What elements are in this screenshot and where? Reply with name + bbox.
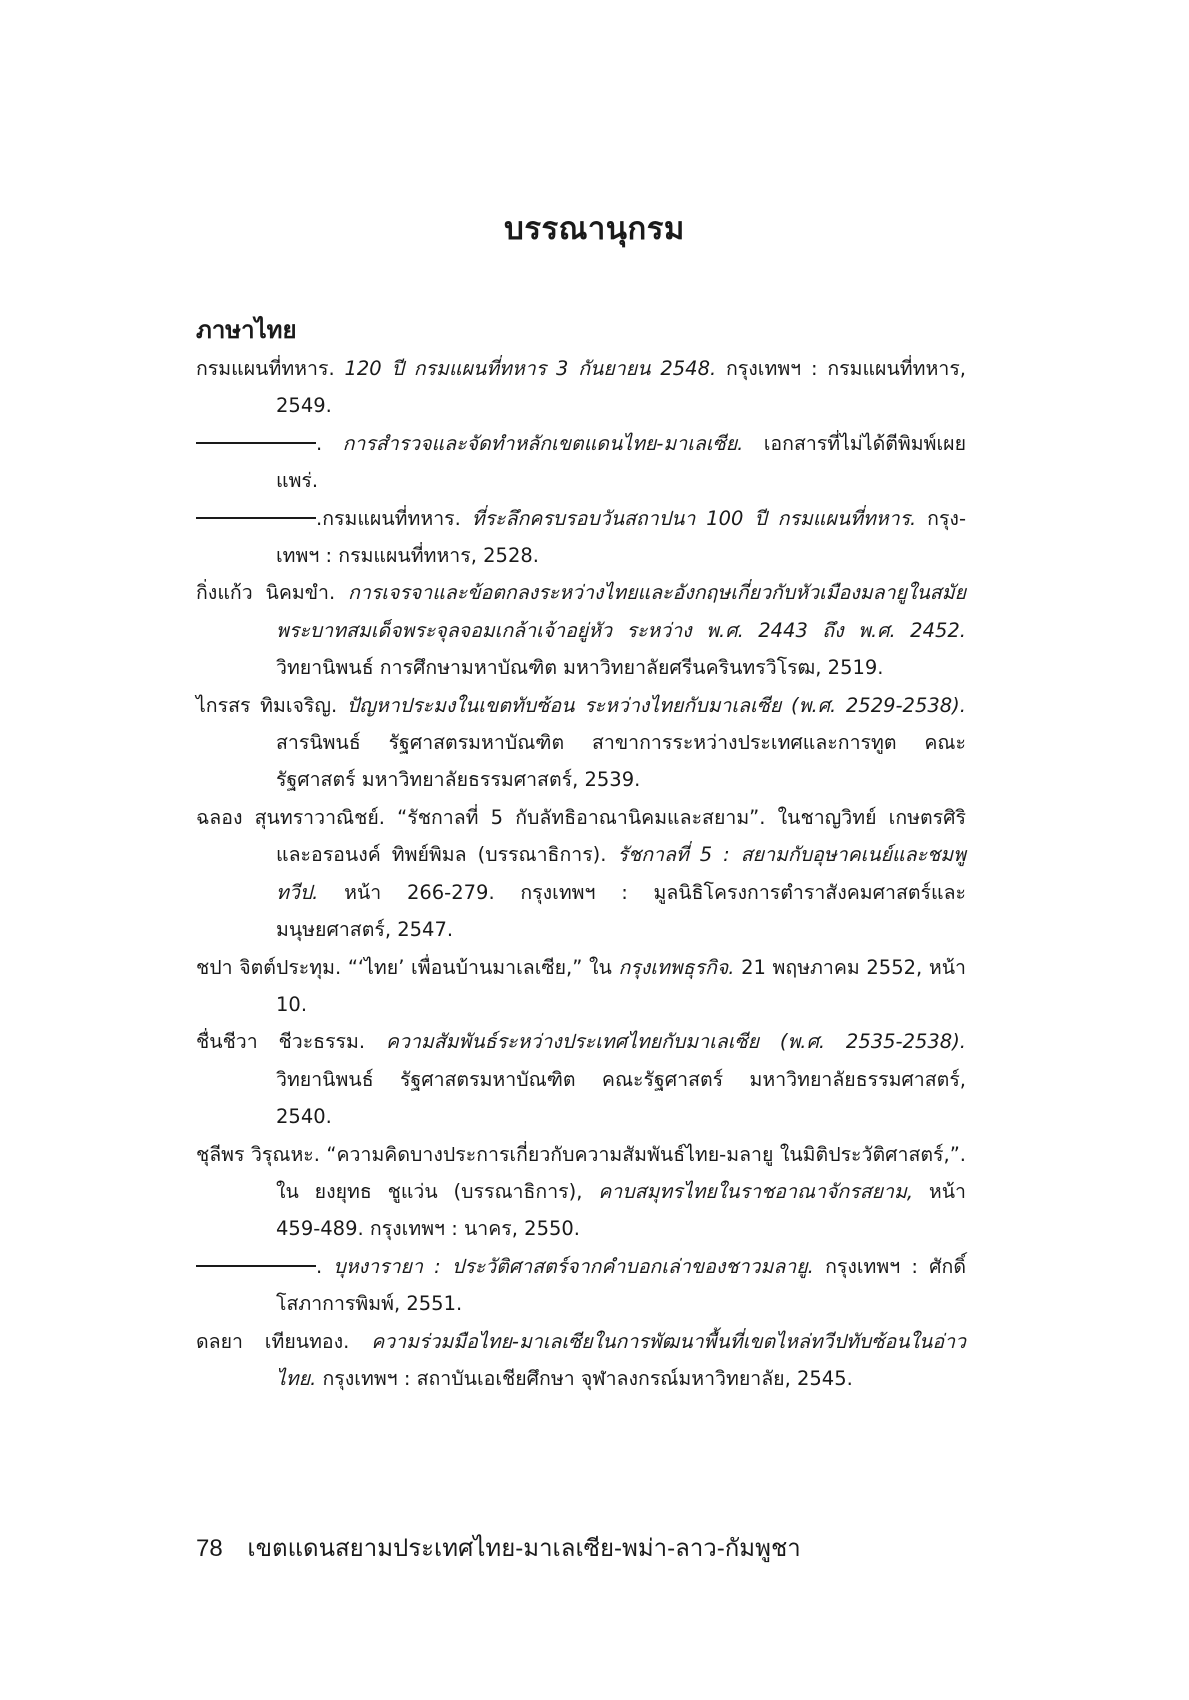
- entry-title-text: 120 ปี กรมแผนที่ทหาร 3 กันยายน 2548.: [344, 357, 717, 380]
- entry-text: กรมแผนที่ทหาร.: [196, 357, 345, 380]
- entry-text: วิทยานิพนธ์ การศึกษามหาบัณฑิต มหาวิทยาลัยศรีนครินทรวิโรฒ, 2519.: [276, 656, 884, 680]
- entry-title-text: บุหงารายา : ประวัติศาสตร์จากคำบอกเล่าของชาวมลายู.: [333, 1254, 814, 1278]
- bibliography-entry: [196, 574, 966, 686]
- entry-text: กรุงเทพฯ : สถาบันเอเชียศึกษา จุฬาลงกรณ์มหาวิทยาลัย, 2545.: [316, 1366, 853, 1390]
- bibliography-list: [196, 350, 966, 1397]
- entry-text: ไกรสร ทิมเจริญ.: [196, 693, 347, 717]
- bibliography: [196, 312, 966, 1397]
- page-title: บรรณานุกรม: [504, 210, 685, 247]
- entry-title-text: การเจรจาและข้อตกลงระหว่างไทยและอังกฤษเกี่ยวกับหัวเมืองมลายูในสมัยพระบาทสมเด็จพระจุลจอมเกล้าเจ้าอยู่หัว ระหว่าง พ.ศ. 2443 ถึง พ.ศ. 2452.: [276, 581, 966, 642]
- entry-text: ชื่นชีวา ชีวะธรรม.: [196, 1030, 386, 1054]
- bibliography-entry: [196, 1023, 966, 1135]
- entry-title-text: รัชกาลที่ 5 : สยามกับอุษาคเนย์และชมพูทวีป.: [276, 843, 966, 904]
- entry-text: 21 พฤษภาคม 2552, หน้า 10.: [276, 955, 966, 1016]
- entry-title-text: ที่ระลึกครบรอบวันสถาปนา 100 ปี กรมแผนที่ทหาร.: [471, 506, 917, 530]
- entry-text: กรุงเทพฯ : ศักดิ์โสภาการพิมพ์, 2551.: [276, 1254, 966, 1316]
- entry-text: ดลยา เทียนทอง.: [196, 1329, 372, 1353]
- entry-title-text: ความสัมพันธ์ระหว่างประเทศไทยกับมาเลเซีย (พ.ศ. 2535-2538).: [385, 1030, 967, 1054]
- entry-title-text: การสำรวจและจัดทำหลักเขตแดนไทย-มาเลเซีย.: [342, 431, 744, 455]
- book-title: เขตแดนสยามประเทศไทย-มาเลเซีย-พม่า-ลาว-กัมพูชา: [247, 1535, 801, 1562]
- page-number: 78: [196, 1535, 223, 1562]
- bibliography-entry: [196, 949, 966, 1024]
- entry-text: .: [316, 431, 343, 455]
- entry-text: เอกสารที่ไม่ได้ตีพิมพ์เผยแพร่.: [276, 431, 966, 493]
- section-heading: ภาษาไทย: [196, 316, 297, 344]
- entry-text: .: [316, 1254, 334, 1278]
- entry-text: หน้า 459-489. กรุงเทพฯ : นาคร, 2550.: [276, 1179, 966, 1241]
- bibliography-entry: [196, 500, 966, 575]
- entry-text: กรุงเทพฯ : กรมแผนที่ทหาร, 2549.: [276, 357, 966, 418]
- entry-title-text: คาบสมุทรไทยในราชอาณาจักรสยาม,: [598, 1179, 914, 1203]
- bibliography-entry: [196, 350, 966, 425]
- entry-title-text: ความร่วมมือไทย-มาเลเซียในการพัฒนาพื้นที่เขตไหล่ทวีปทับซ้อนในอ่าวไทย.: [276, 1329, 966, 1390]
- repeated-author-dash: [196, 517, 316, 519]
- bibliography-entry: [196, 799, 966, 949]
- entry-text: ฉลอง สุนทราวาณิชย์. “รัชกาลที่ 5 กับลัทธิอาณานิคมและสยาม”. ในชาญวิทย์ เกษตรศิริ และอรอนงค์ ทิพย์พิมล (บรรณาธิการ).: [196, 805, 966, 867]
- entry-title-text: ปัญหาประมงในเขตทับซ้อน ระหว่างไทยกับมาเลเซีย (พ.ศ. 2529-2538).: [346, 693, 966, 717]
- entry-text: .กรมแผนที่ทหาร.: [316, 506, 472, 530]
- entry-title-text: กรุงเทพธุรกิจ.: [618, 955, 735, 979]
- bibliography-entry: [196, 1136, 966, 1248]
- entry-text: กรุง-เทพฯ : กรมแผนที่ทหาร, 2528.: [276, 506, 966, 568]
- repeated-author-dash: [196, 1265, 316, 1267]
- entry-text: ชปา จิตต์ประทุม. “‘ไทย’ เพื่อนบ้านมาเลเซีย,” ใน: [196, 955, 619, 979]
- entry-text: วิทยานิพนธ์ รัฐศาสตรมหาบัณฑิต คณะรัฐศาสตร์ มหาวิทยาลัยธรรมศาสตร์, 2540.: [276, 1067, 966, 1129]
- page-footer: [196, 1528, 801, 1567]
- bibliography-entry: [196, 687, 966, 799]
- bibliography-entry: [196, 1248, 966, 1323]
- entry-text: ชุลีพร วิรุณหะ. “ความคิดบางประการเกี่ยวกับความสัมพันธ์ไทย-มลายู ในมิติประวัติศาสตร์,”. ใน ยงยุทธ ชูแว่น (บรรณาธิการ),: [196, 1142, 966, 1203]
- entry-text: สารนิพนธ์ รัฐศาสตรมหาบัณฑิต สาขาการระหว่างประเทศและการทูต คณะรัฐศาสตร์ มหาวิทยาลัยธรรมศาสตร์, 2539.: [276, 731, 966, 792]
- entry-text: กิ่งแก้ว นิคมขำ.: [196, 581, 349, 605]
- bibliography-entry: [196, 1323, 966, 1398]
- bibliography-entry: [196, 425, 966, 500]
- repeated-author-dash: [196, 442, 316, 444]
- entry-text: หน้า 266-279. กรุงเทพฯ : มูลนิธิโครงการตำราสังคมศาสตร์และมนุษยศาสตร์, 2547.: [276, 880, 966, 942]
